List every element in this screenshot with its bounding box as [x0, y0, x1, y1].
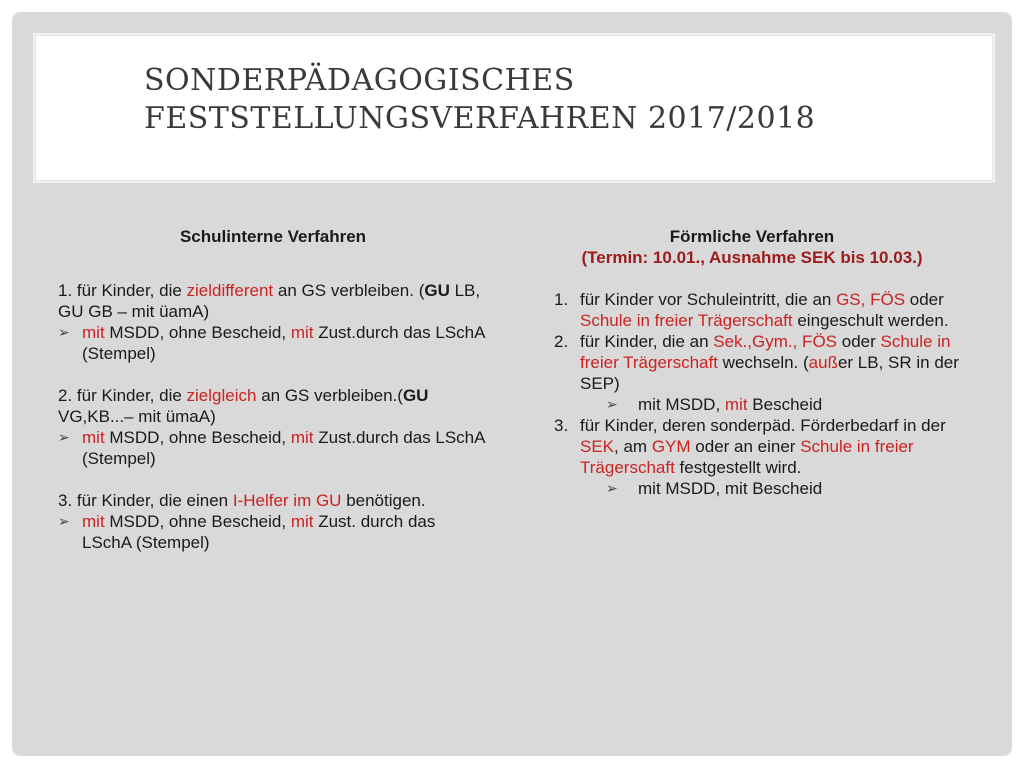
right-list — [542, 289, 962, 499]
text: für Kinder vor Schuleintritt, die an — [580, 290, 837, 309]
text: VG,KB...– mit ümaA) — [58, 407, 216, 426]
highlight-text: auß — [808, 353, 838, 372]
highlight-text: Schule in freier Trägerschaft — [580, 332, 951, 372]
title-line-1: SONDERPÄDAGOGISCHES — [144, 63, 575, 98]
highlight-text: mit — [290, 512, 314, 531]
bold-text: GU — [402, 386, 429, 405]
list-text — [580, 331, 962, 394]
arrow-bullet-icon: ➢ — [58, 513, 70, 529]
text: oder an einer — [690, 437, 801, 456]
list-number: 2. — [554, 332, 569, 351]
list-number: 1. — [554, 290, 569, 309]
bullet-text — [82, 427, 488, 469]
right-item-2-bullet — [606, 394, 962, 415]
slide-title — [144, 62, 964, 138]
highlight-text: mit — [82, 428, 105, 447]
text: Bescheid — [747, 395, 823, 414]
right-item-3-bullet — [606, 478, 962, 499]
text: an GS verbleiben. ( — [273, 281, 425, 300]
left-item-2-bullet — [58, 427, 488, 469]
left-column — [58, 210, 488, 553]
left-item-3-bullet — [58, 511, 488, 553]
right-item-1 — [542, 289, 962, 331]
right-heading: Förmliche Verfahren — [669, 227, 835, 246]
bullet-text — [638, 394, 822, 415]
text: mit MSDD, — [638, 395, 725, 414]
highlight-text: mit — [724, 395, 748, 414]
text: an GS verbleiben.( — [256, 386, 403, 405]
text: eingeschult werden. — [792, 311, 949, 330]
left-item-1-bullet — [58, 322, 488, 364]
left-item-3 — [58, 490, 488, 511]
highlight-text: SEK — [580, 437, 615, 456]
highlight-text: Schule in freier Trägerschaft — [580, 311, 793, 330]
highlight-text: GYM — [651, 437, 691, 456]
bullet-text — [82, 511, 488, 553]
highlight-text: zieldifferent — [186, 281, 274, 300]
text: wechseln. ( — [717, 353, 809, 372]
text: oder — [905, 290, 944, 309]
highlight-text: mit — [290, 428, 314, 447]
highlight-text: zielgleich — [186, 386, 257, 405]
highlight-text: mit — [82, 323, 105, 342]
list-text — [580, 289, 962, 331]
text: er LB, SR in der SEP) — [580, 353, 959, 393]
bullet-text — [82, 322, 488, 364]
highlight-text: I-Helfer im GU — [232, 491, 342, 510]
text: , am — [614, 437, 652, 456]
right-item-3 — [542, 415, 962, 478]
text: MSDD, ohne Bescheid, — [104, 323, 291, 342]
text: 2. für Kinder, die — [58, 386, 187, 405]
bold-text: GU — [424, 281, 450, 300]
arrow-bullet-icon: ➢ — [58, 324, 70, 340]
arrow-bullet-icon: ➢ — [58, 429, 70, 445]
left-heading: Schulinterne Verfahren — [179, 227, 367, 246]
text: oder — [837, 332, 881, 351]
text: festgestellt wird. — [674, 458, 802, 477]
title-line-2: FESTSTELLUNGSVERFAHREN 2017/2018 — [144, 101, 816, 136]
text: für Kinder, die an — [580, 332, 714, 351]
text: 3. für Kinder, die einen — [58, 491, 233, 510]
highlight-text: Sek.,Gym., FÖS — [713, 332, 838, 351]
text: MSDD, ohne Bescheid, — [104, 428, 291, 447]
highlight-text: Schule in freier Trägerschaft — [580, 437, 914, 477]
text: benötigen. — [341, 491, 426, 510]
list-text — [580, 415, 962, 478]
right-subheading: (Termin: 10.01., Ausnahme SEK bis 10.03.) — [581, 248, 923, 267]
text: LB, GU GB – mit üamA) — [58, 281, 481, 321]
bullet-text: mit MSDD, mit Bescheid — [638, 479, 823, 498]
text: 1. für Kinder, die — [58, 281, 187, 300]
highlight-text: GS, FÖS — [836, 290, 906, 309]
text: Zust.durch das LSchA (Stempel) — [82, 323, 485, 363]
text: für Kinder, deren sonderpäd. Förderbedarf in der — [580, 416, 946, 435]
highlight-text: mit — [290, 323, 314, 342]
arrow-bullet-icon: ➢ — [606, 480, 618, 496]
text: MSDD, ohne Bescheid, — [104, 512, 291, 531]
text: Zust.durch das LSchA (Stempel) — [82, 428, 485, 468]
text: Zust. durch das LSchA (Stempel) — [82, 512, 436, 552]
right-item-2 — [542, 331, 962, 394]
highlight-text: mit — [82, 512, 105, 531]
list-number: 3. — [554, 416, 569, 435]
left-item-2 — [58, 385, 488, 427]
right-column — [542, 210, 962, 499]
arrow-bullet-icon: ➢ — [606, 396, 618, 412]
left-item-1 — [58, 280, 488, 322]
